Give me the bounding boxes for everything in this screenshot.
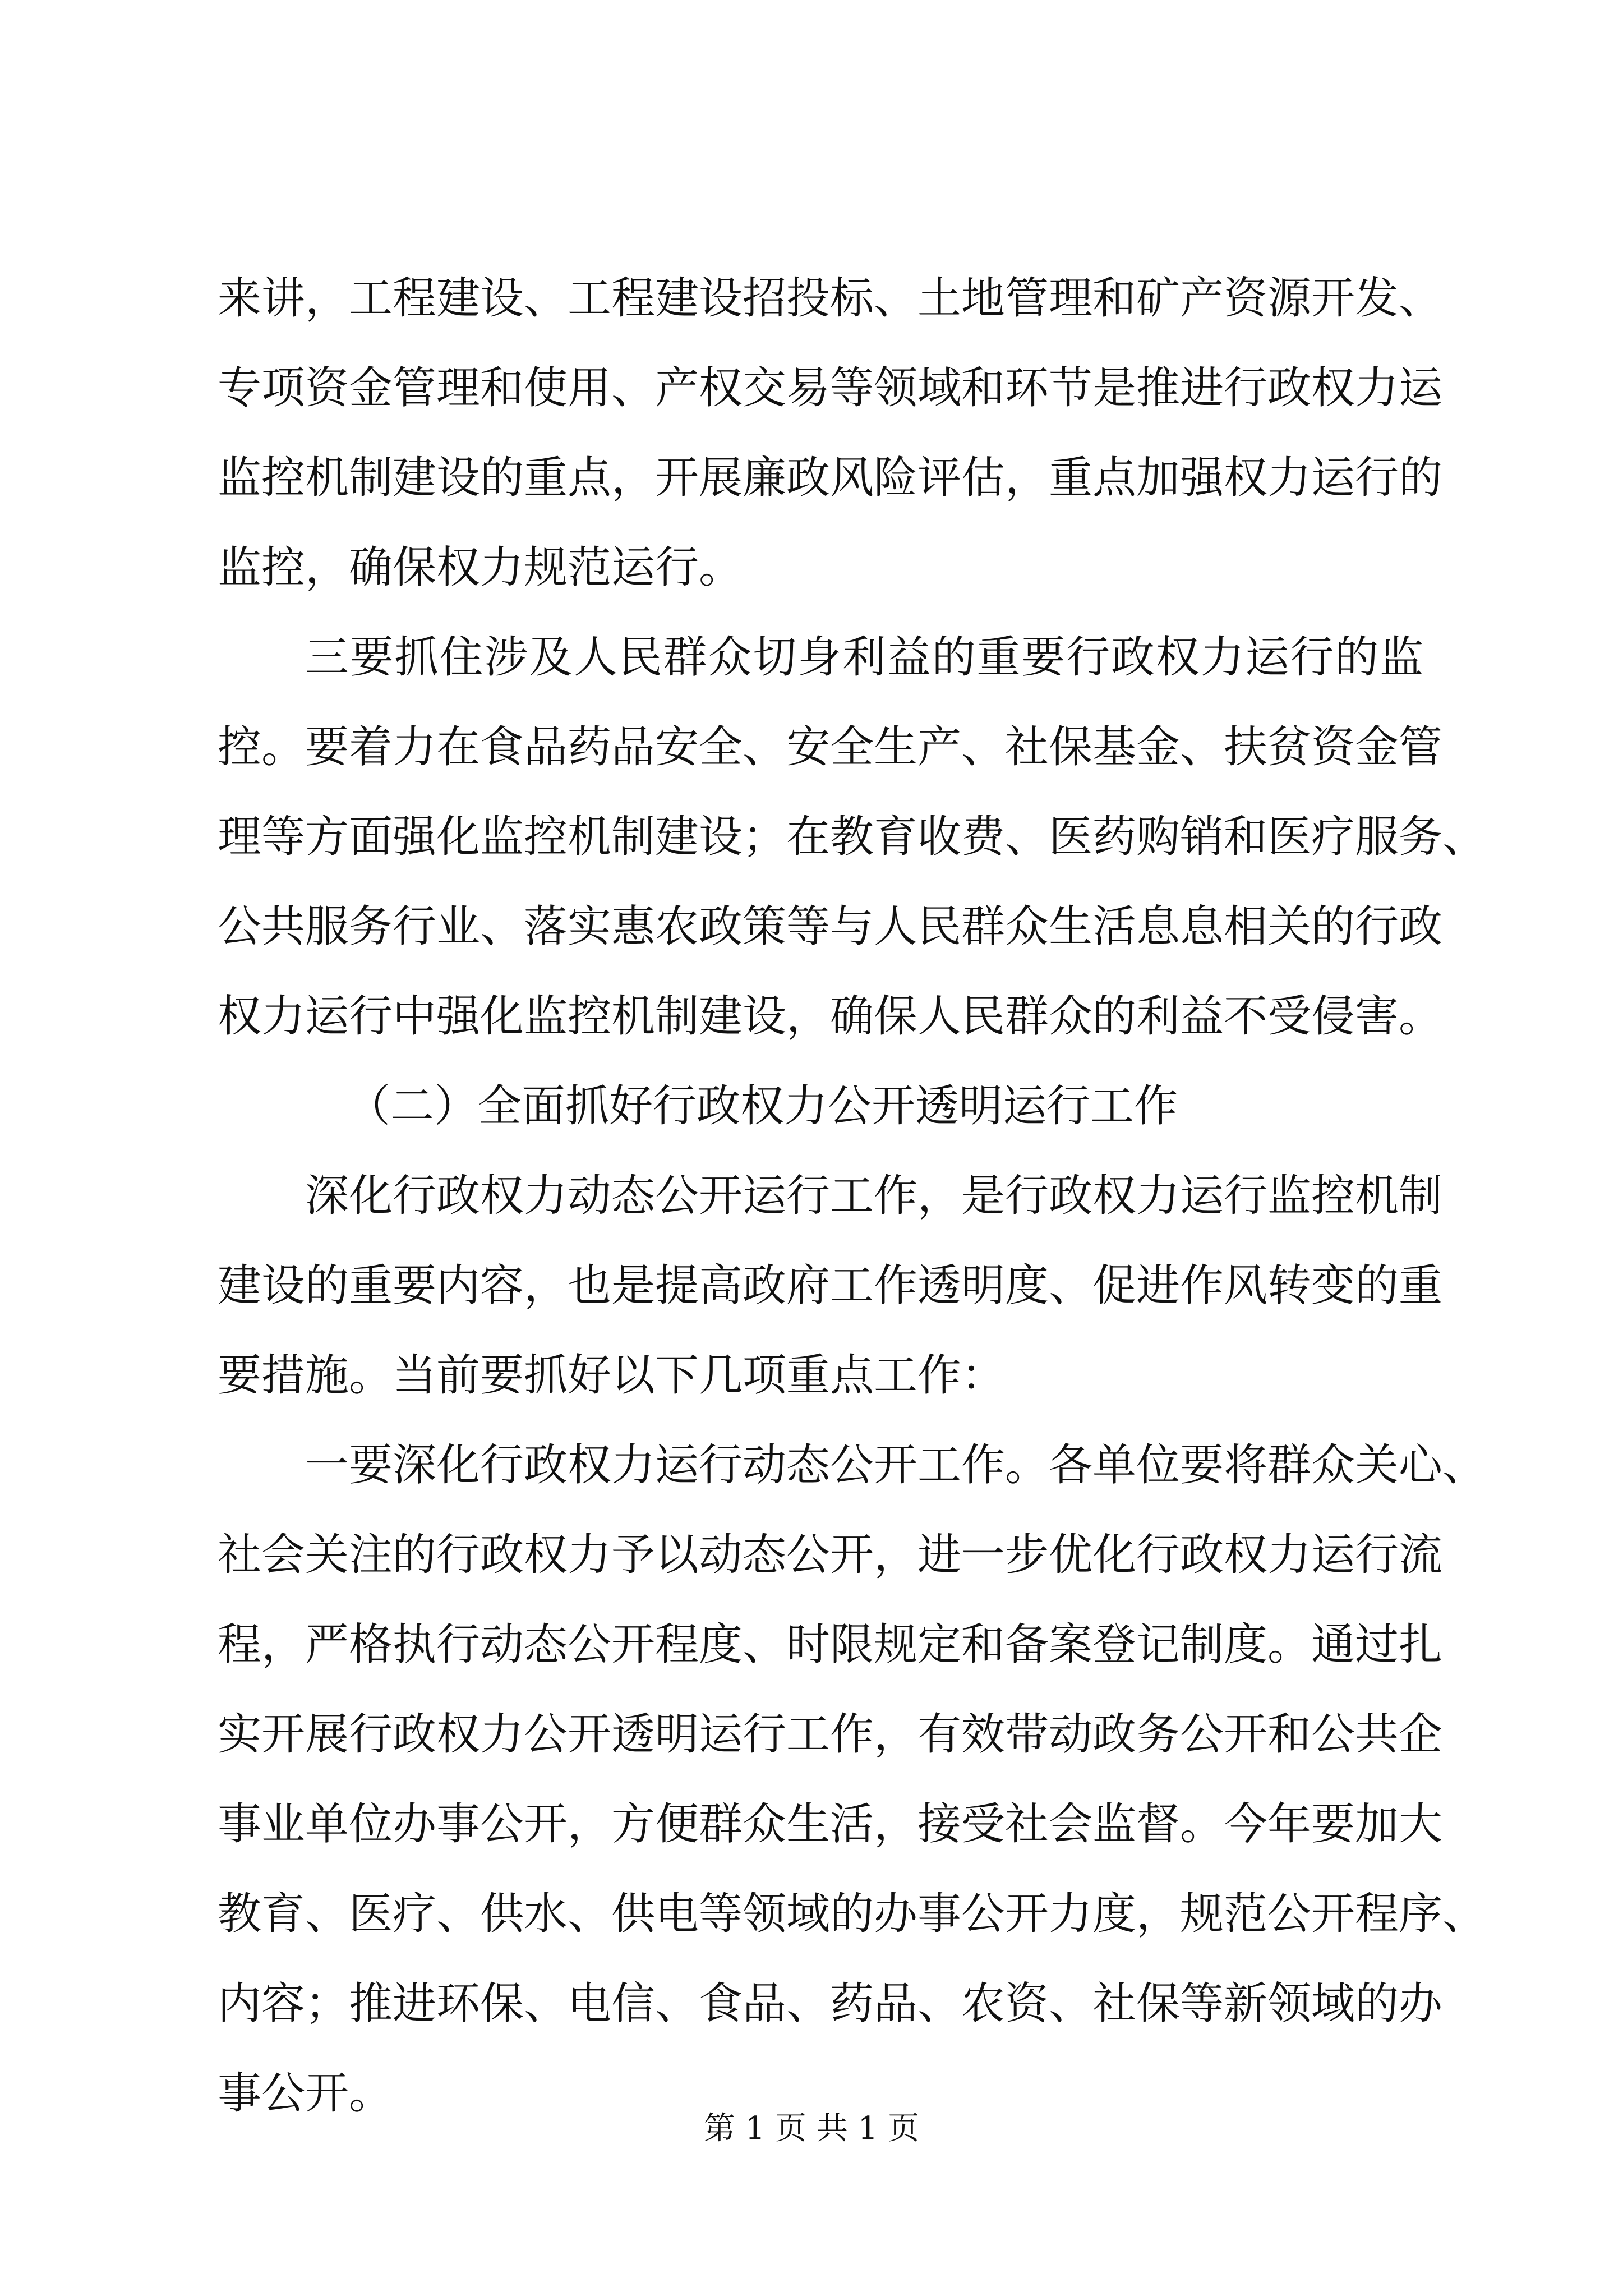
body-line: 要措施。当前要抓好以下几项重点工作：	[218, 1350, 1006, 1401]
section-heading: （二）全面抓好行政权力公开透明运行工作	[347, 1081, 1178, 1131]
body-line: 事公开。	[218, 2068, 393, 2119]
body-line: 深化行政权力动态公开运行工作，是行政权力运行监控机制	[305, 1171, 1443, 1221]
body-line: 三要抓住涉及人民群众切身利益的重要行政权力运行的监	[305, 632, 1423, 683]
body-line: 社会关注的行政权力予以动态公开，进一步优化行政权力运行流	[218, 1530, 1443, 1580]
body-line: 控。要着力在食品药品安全、安全生产、社保基金、扶贫资金管	[218, 722, 1443, 772]
body-line: 理等方面强化监控机制建设；在教育收费、医药购销和医疗服务、	[218, 812, 1487, 862]
body-line: 内容；推进环保、电信、食品、药品、农资、社保等新领域的办	[218, 1978, 1443, 2029]
body-line: 教育、医疗、供水、供电等领域的办事公开力度，规范公开程序、	[218, 1889, 1487, 1939]
body-line: 监控机制建设的重点，开展廉政风险评估，重点加强权力运行的	[218, 453, 1443, 503]
document-body	[218, 254, 1487, 2138]
page-footer: 第 1 页 共 1 页	[703, 2110, 920, 2147]
body-line: 监控，确保权力规范运行。	[218, 542, 743, 593]
body-line: 事业单位办事公开，方便群众生活，接受社会监督。今年要加大	[218, 1799, 1443, 1849]
body-line: 实开展行政权力公开透明运行工作，有效带动政务公开和公共企	[218, 1709, 1443, 1760]
body-line: 程，严格执行动态公开程度、时限规定和备案登记制度。通过扎	[218, 1619, 1443, 1670]
body-line: 一要深化行政权力运行动态公开工作。各单位要将群众关心、	[305, 1440, 1487, 1490]
body-line: 专项资金管理和使用、产权交易等领域和环节是推进行政权力运	[218, 363, 1443, 413]
body-line: 建设的重要内容，也是提高政府工作透明度、促进作风转变的重	[218, 1260, 1443, 1311]
body-line: 来讲，工程建设、工程建设招投标、土地管理和矿产资源开发、	[218, 273, 1443, 324]
body-line: 权力运行中强化监控机制建设，确保人民群众的利益不受侵害。	[218, 991, 1443, 1042]
body-line: 公共服务行业、落实惠农政策等与人民群众生活息息相关的行政	[218, 901, 1443, 952]
